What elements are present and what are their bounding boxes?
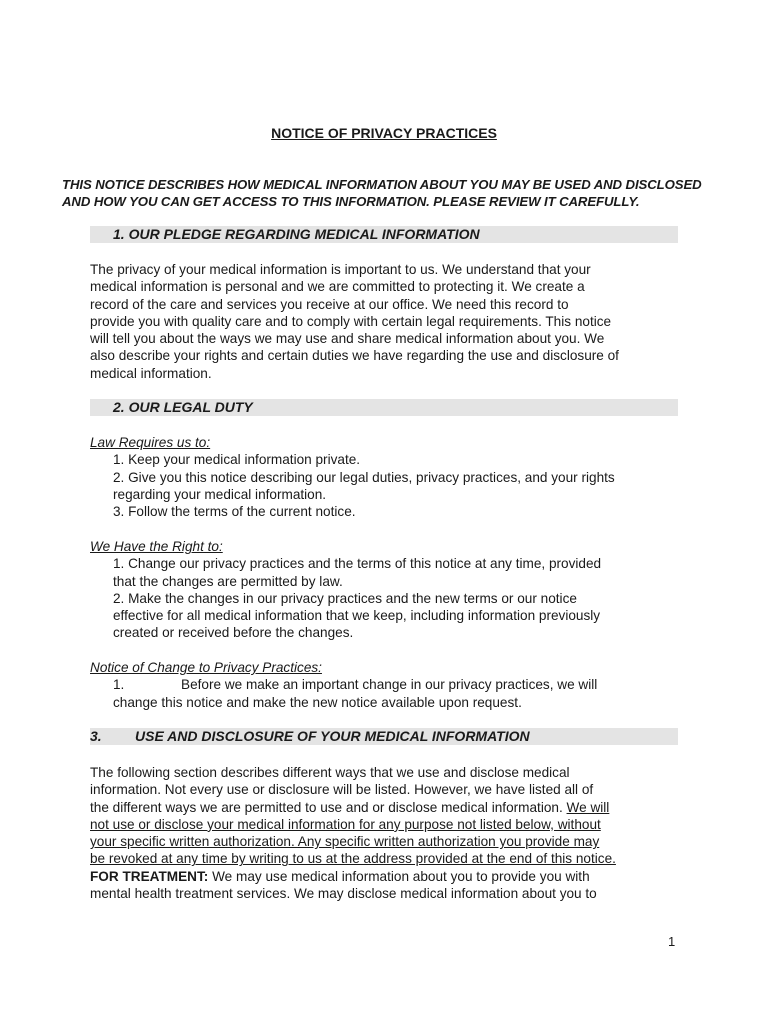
list-item: created or received before the changes.	[113, 625, 354, 641]
list-item: change this notice and make the new notice available upon request.	[113, 694, 522, 710]
list-item: that the changes are permitted by law.	[113, 573, 343, 589]
law-requires-label: Law Requires us to:	[90, 435, 211, 450]
body-line: The privacy of your medical information is important to us. We understand that your	[90, 262, 591, 277]
body-text: the different ways we are permitted to use and or disclose medical information.	[90, 799, 567, 815]
body-line: medical information is personal and we are committed to protecting it. We create a	[90, 279, 585, 295]
treatment-line	[90, 868, 690, 885]
intro-notice	[62, 177, 762, 211]
intro-line: THIS NOTICE DESCRIBES HOW MEDICAL INFORMATION ABOUT YOU MAY BE USED AND DISCLOSED	[62, 177, 702, 192]
intro-line: AND HOW YOU CAN GET ACCESS TO THIS INFORMATION. PLEASE REVIEW IT CAREFULLY.	[62, 193, 640, 209]
list-item: 2. Give you this notice describing our legal duties, privacy practices, and your rights	[113, 469, 615, 485]
change-notice-block	[90, 659, 690, 711]
section-1-heading: 1. OUR PLEDGE REGARDING MEDICAL INFORMATION	[113, 226, 480, 242]
list-item: 2. Make the changes in our privacy practices and the new terms or our notice	[113, 590, 577, 606]
underlined-line: not use or disclose your medical information for any purpose not listed below, without	[90, 816, 601, 832]
body-line: The following section describes different ways that we use and disclose medical	[90, 765, 570, 780]
right-to-block	[90, 538, 690, 642]
treatment-label: FOR TREATMENT:	[90, 868, 209, 884]
section-3-heading-bar	[90, 728, 678, 745]
underlined-line: be revoked at any time by writing to us at the address provided at the end of this notice.	[90, 851, 616, 867]
section-3-body	[90, 764, 690, 902]
list-item: 1. Change our privacy practices and the terms of this notice at any time, provided	[113, 556, 602, 572]
treatment-text: We may use medical information about you to provide you with	[208, 868, 590, 884]
list-item: 1. Keep your medical information private.	[113, 452, 361, 468]
underlined-line: your specific written authorization. Any specific written authorization you provide may	[90, 834, 600, 850]
body-line: record of the care and services you receive at our office. We need this record to	[90, 296, 569, 312]
body-line: mental health treatment services. We may disclose medical information about you to	[90, 886, 597, 902]
list-item: regarding your medical information.	[113, 486, 327, 502]
document-title: NOTICE OF PRIVACY PRACTICES	[271, 125, 497, 141]
section-2-heading: 2. OUR LEGAL DUTY	[113, 399, 253, 415]
page-number: 1	[668, 934, 676, 949]
section-3-heading: USE AND DISCLOSURE OF YOUR MEDICAL INFORMATION	[135, 728, 530, 744]
section-3-number: 3.	[90, 728, 102, 744]
list-item	[90, 676, 690, 693]
underlined-text: We will	[566, 799, 610, 815]
list-number: 1.	[113, 677, 125, 693]
list-item: effective for all medical information that we keep, including information previously	[113, 608, 601, 624]
body-line	[90, 799, 690, 816]
body-line: will tell you about the ways we may use and share medical information about you. We	[90, 331, 605, 347]
body-line: provide you with quality care and to comply with certain legal requirements. This notice	[90, 313, 612, 329]
section-1-heading-bar	[90, 226, 678, 243]
change-notice-label: Notice of Change to Privacy Practices:	[90, 660, 322, 675]
body-line: medical information.	[90, 365, 212, 381]
law-requires-block	[90, 434, 690, 520]
list-text: Before we make an important change in our privacy practices, we will	[181, 677, 598, 693]
body-line: information. Not every use or disclosure will be listed. However, we have listed all of	[90, 782, 594, 798]
body-line: also describe your rights and certain duties we have regarding the use and disclosure of	[90, 348, 619, 364]
section-2-heading-bar	[90, 399, 678, 416]
list-item: 3. Follow the terms of the current notice.	[113, 504, 356, 520]
right-to-label: We Have the Right to:	[90, 539, 223, 554]
section-1-body	[90, 261, 690, 382]
